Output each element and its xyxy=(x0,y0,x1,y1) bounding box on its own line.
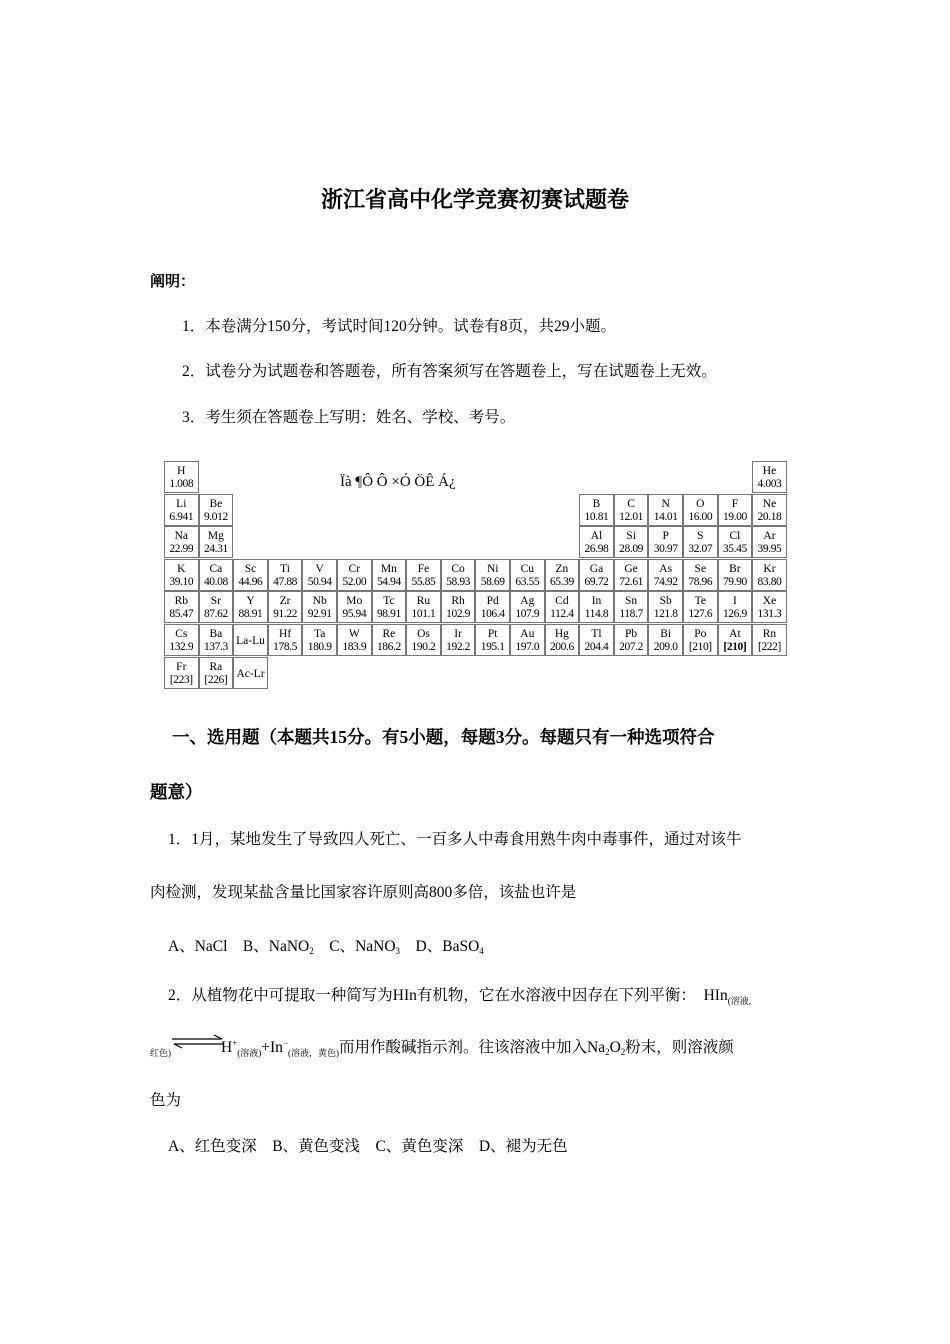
element-cell-i xyxy=(718,591,753,623)
element-cell-se xyxy=(683,559,718,591)
element-mass: 44.96 xyxy=(238,575,263,588)
element-symbol: Pt xyxy=(487,628,498,640)
element-symbol: Ni xyxy=(486,562,499,575)
element-symbol: K xyxy=(177,562,186,575)
element-mass: 137.3 xyxy=(203,641,228,653)
element-symbol: La-Lu xyxy=(236,635,265,647)
page-title: 浙江省高中化学竞赛初赛试题卷 xyxy=(320,187,629,212)
element-cell-o xyxy=(683,494,718,526)
element-cell-sb xyxy=(648,591,683,623)
element-cell-ne xyxy=(752,494,787,526)
element-cell-pb xyxy=(614,624,649,656)
element-symbol: Cl xyxy=(729,530,741,543)
element-mass: 121.8 xyxy=(653,608,678,621)
element-mass: 39.10 xyxy=(169,575,194,588)
element-cell-sc xyxy=(233,559,268,591)
element-mass: [222] xyxy=(758,641,781,653)
element-symbol: Fe xyxy=(417,562,430,575)
element-cell-ag xyxy=(510,591,545,623)
element-symbol: F xyxy=(731,497,739,510)
element-symbol: In xyxy=(591,595,602,608)
element-symbol: Os xyxy=(417,628,430,640)
element-cell-p xyxy=(648,526,683,558)
element-symbol: Bi xyxy=(660,628,672,640)
element-symbol: Ar xyxy=(763,530,776,543)
element-mass: 183.9 xyxy=(342,641,367,653)
element-cell-ti xyxy=(268,559,303,591)
element-symbol: P xyxy=(662,530,669,543)
element-symbol: Ag xyxy=(520,595,535,608)
element-mass: 20.18 xyxy=(757,510,782,523)
element-cell-la-lu xyxy=(233,624,268,656)
element-cell-co xyxy=(441,559,476,591)
element-mass: 88.91 xyxy=(238,608,263,621)
element-symbol: Zr xyxy=(279,595,291,608)
element-mass: 39.95 xyxy=(757,543,782,556)
element-symbol: Ge xyxy=(624,562,638,575)
element-mass: 55.85 xyxy=(411,575,436,588)
element-cell-ir xyxy=(441,624,476,656)
element-symbol: Sr xyxy=(210,595,221,608)
element-cell-ni xyxy=(475,559,510,591)
element-cell-li xyxy=(164,494,199,526)
element-mass: 9.012 xyxy=(203,510,228,523)
element-cell-ba xyxy=(199,624,234,656)
element-cell-h xyxy=(164,461,199,493)
section-heading-line2: 题意） xyxy=(150,782,203,802)
element-symbol: Tc xyxy=(383,595,395,608)
element-cell-ar xyxy=(752,526,787,558)
element-symbol: Na xyxy=(174,530,188,543)
element-mass: 131.3 xyxy=(757,608,782,621)
element-mass: 126.9 xyxy=(722,608,747,621)
element-symbol: Br xyxy=(729,562,741,575)
element-mass: 12.01 xyxy=(619,510,644,523)
element-symbol: S xyxy=(697,530,704,543)
element-symbol: Ca xyxy=(209,562,223,575)
element-symbol: Cr xyxy=(348,562,361,575)
element-cell-sr xyxy=(199,591,234,623)
element-mass: 79.90 xyxy=(722,575,747,588)
element-cell-s xyxy=(683,526,718,558)
element-cell-xe xyxy=(752,591,787,623)
element-mass: 65.39 xyxy=(549,575,574,588)
element-mass: 207.2 xyxy=(619,641,644,653)
element-symbol: Zn xyxy=(555,562,569,575)
q1-option-d: D、BaSO$_4$ xyxy=(415,938,484,956)
element-cell-mo xyxy=(337,591,372,623)
element-cell-zn xyxy=(545,559,580,591)
element-mass: [226] xyxy=(204,673,228,686)
element-mass: 26.98 xyxy=(584,543,609,556)
element-symbol: Sb xyxy=(659,595,672,608)
element-cell-ra xyxy=(199,657,234,689)
element-mass: 32.07 xyxy=(688,543,713,556)
element-symbol: Ne xyxy=(762,497,777,510)
element-cell-tc xyxy=(372,591,407,623)
element-symbol: Si xyxy=(626,530,636,543)
element-mass: 85.47 xyxy=(169,608,194,621)
element-symbol: C xyxy=(627,497,635,510)
element-mass: 22.99 xyxy=(169,543,194,556)
element-cell-al xyxy=(579,526,614,558)
element-cell-fr xyxy=(164,657,199,689)
element-mass: [210] xyxy=(723,641,747,653)
element-symbol: Ru xyxy=(416,595,431,608)
element-cell-na xyxy=(164,526,199,558)
element-cell-be xyxy=(199,494,234,526)
element-mass: 54.94 xyxy=(376,575,401,588)
element-symbol: Nb xyxy=(312,595,327,608)
element-symbol: Ba xyxy=(209,628,223,640)
element-cell-mn xyxy=(372,559,407,591)
element-mass: 4.003 xyxy=(757,478,782,490)
element-mass: 30.97 xyxy=(653,543,678,556)
element-mass: 6.941 xyxy=(169,510,194,523)
element-cell-rn xyxy=(752,624,787,656)
element-mass: 127.6 xyxy=(688,608,713,621)
element-symbol: Te xyxy=(694,595,706,608)
element-symbol: N xyxy=(661,497,670,510)
element-mass: 78.96 xyxy=(688,575,713,588)
element-cell-kr xyxy=(752,559,787,591)
q2-line1: 2．从植物花中可提取一种简写为HIn有机物，它在水溶液中因存在下列平衡： HIn$_{(溶液,}$ xyxy=(168,987,751,1006)
element-mass: 24.31 xyxy=(203,543,228,556)
element-cell-rb xyxy=(164,591,199,623)
element-symbol: W xyxy=(348,628,360,640)
element-symbol: Au xyxy=(520,628,535,640)
element-mass: 204.4 xyxy=(584,641,609,653)
element-symbol: Ac-Lr xyxy=(236,667,265,680)
element-mass: 19.00 xyxy=(722,510,747,523)
q1-option-b: B、NaNO$_2$ xyxy=(242,938,314,956)
element-mass: [223] xyxy=(169,673,193,686)
element-symbol: Y xyxy=(246,595,255,608)
element-mass: 87.62 xyxy=(203,608,228,621)
element-mass: 35.45 xyxy=(722,543,747,556)
element-mass: 178.5 xyxy=(273,641,298,653)
element-mass: 1.008 xyxy=(169,478,194,490)
element-mass: 192.2 xyxy=(446,641,471,653)
element-cell-sn xyxy=(614,591,649,623)
element-cell-tl xyxy=(579,624,614,656)
element-symbol: Sc xyxy=(244,562,257,575)
element-mass: 74.92 xyxy=(653,575,678,588)
note-2: 2．试卷分为试题卷和答题卷，所有答案须写在答题卷上，写在试题卷上无效。 xyxy=(182,363,717,380)
element-cell-as xyxy=(648,559,683,591)
element-symbol: Mo xyxy=(346,595,363,608)
periodic-table xyxy=(164,461,788,692)
element-mass: 50.94 xyxy=(307,575,332,588)
element-mass: 101.1 xyxy=(411,608,436,621)
element-symbol: Kr xyxy=(763,562,776,575)
element-mass: 92.91 xyxy=(307,608,332,621)
element-cell-in xyxy=(579,591,614,623)
q1-options xyxy=(168,934,484,956)
element-cell-au xyxy=(510,624,545,656)
element-mass: 200.6 xyxy=(549,641,574,653)
element-mass: 14.01 xyxy=(653,510,678,523)
element-cell-si xyxy=(614,526,649,558)
element-symbol: Ti xyxy=(280,562,290,575)
element-cell-bi xyxy=(648,624,683,656)
element-cell-rh xyxy=(441,591,476,623)
element-cell-te xyxy=(683,591,718,623)
element-mass: 180.9 xyxy=(307,641,332,653)
element-mass: 91.22 xyxy=(273,608,298,621)
element-mass: 10.81 xyxy=(584,510,609,523)
element-symbol: Ga xyxy=(589,562,604,575)
q1-line1: 1．1月，某地发生了导致四人死亡、一百多人中毒食用熟牛肉中毒事件，通过对该牛 xyxy=(168,831,742,848)
element-mass: 186.2 xyxy=(376,641,401,653)
note-1: 1．本卷满分150分，考试时间120分钟。试卷有8页，共29小题。 xyxy=(182,318,617,335)
element-cell-at xyxy=(718,624,753,656)
element-symbol: Ra xyxy=(209,660,223,673)
element-cell-cu xyxy=(510,559,545,591)
element-symbol: Se xyxy=(694,562,707,575)
element-mass: 58.93 xyxy=(446,575,471,588)
element-cell-ta xyxy=(302,624,337,656)
element-symbol: Fr xyxy=(176,660,187,673)
element-symbol: Hf xyxy=(279,628,292,640)
element-cell-k xyxy=(164,559,199,591)
element-symbol: Xe xyxy=(762,595,777,608)
element-mass: 197.0 xyxy=(515,641,540,653)
element-cell-ac-lr xyxy=(233,657,268,689)
element-cell-f xyxy=(718,494,753,526)
element-mass: 102.9 xyxy=(446,608,471,621)
element-symbol: Mn xyxy=(380,562,397,575)
element-mass: 16.00 xyxy=(688,510,713,523)
element-cell-zr xyxy=(268,591,303,623)
element-cell-ca xyxy=(199,559,234,591)
element-symbol: At xyxy=(729,628,741,640)
element-cell-ge xyxy=(614,559,649,591)
element-symbol: B xyxy=(592,497,601,510)
element-symbol: I xyxy=(732,595,737,608)
element-symbol: Sn xyxy=(625,595,638,608)
element-symbol: Cu xyxy=(520,562,534,575)
element-mass: 63.55 xyxy=(515,575,540,588)
q2-line3: 色为 xyxy=(150,1092,182,1109)
element-symbol: V xyxy=(315,562,324,575)
element-mass: 52.00 xyxy=(342,575,367,588)
element-symbol: He xyxy=(762,465,777,477)
element-symbol: Be xyxy=(209,497,223,510)
element-mass: 83.80 xyxy=(757,575,782,588)
element-symbol: Hg xyxy=(554,628,569,640)
element-mass: 132.9 xyxy=(169,641,194,653)
element-mass: 72.61 xyxy=(619,575,644,588)
note-3: 3．考生须在答题卷上写明：姓名、学校、考号。 xyxy=(182,409,516,426)
element-symbol: Rn xyxy=(762,628,777,640)
element-symbol: Al xyxy=(590,530,603,543)
element-symbol: Re xyxy=(382,628,396,640)
q1-option-c: C、NaNO$_3$ xyxy=(329,938,401,956)
element-cell-cs xyxy=(164,624,199,656)
element-mass: 107.9 xyxy=(515,608,540,621)
element-cell-c xyxy=(614,494,649,526)
periodic-table-caption: Ïà ¶Ô Ô ×Ó ÖÊ Á¿ xyxy=(340,474,456,490)
element-symbol: Po xyxy=(694,628,707,640)
element-mass: 190.2 xyxy=(411,641,436,653)
element-mass: 47.88 xyxy=(273,575,298,588)
element-cell-b xyxy=(579,494,614,526)
equilibrium-arrow-icon xyxy=(170,1033,226,1051)
element-mass: 209.0 xyxy=(653,641,678,653)
element-cell-mg xyxy=(199,526,234,558)
element-symbol: Rh xyxy=(451,595,465,608)
element-symbol: Mg xyxy=(207,530,224,543)
element-mass: [210] xyxy=(688,641,712,653)
element-symbol: H xyxy=(177,465,186,477)
notes-heading: 阐明： xyxy=(150,274,196,290)
q2-line2: $_{红色)}$ $H^+_{(溶液)}+In^-_{(溶液,黄色)}$而用作酸碱指示剂。往该溶液中加入$Na_2O_2$粉末，则溶液颜 xyxy=(150,1038,734,1058)
element-symbol: Pd xyxy=(486,595,499,608)
element-cell-po xyxy=(683,624,718,656)
element-mass: 112.4 xyxy=(550,608,574,621)
element-cell-cr xyxy=(337,559,372,591)
element-cell-pt xyxy=(475,624,510,656)
element-mass: 106.4 xyxy=(480,608,505,621)
element-cell-n xyxy=(648,494,683,526)
element-cell-br xyxy=(718,559,753,591)
element-mass: 58.69 xyxy=(480,575,505,588)
element-cell-he xyxy=(752,461,787,493)
element-mass: 28.09 xyxy=(619,543,644,556)
element-cell-y xyxy=(233,591,268,623)
element-mass: 114.8 xyxy=(584,608,609,621)
element-symbol: Ir xyxy=(454,628,462,640)
element-symbol: Cd xyxy=(555,595,569,608)
element-symbol: Cs xyxy=(175,628,188,640)
element-cell-hf xyxy=(268,624,303,656)
element-cell-ru xyxy=(406,591,441,623)
element-cell-w xyxy=(337,624,372,656)
q1-option-a: A、NaCl xyxy=(168,938,228,955)
element-mass: 98.91 xyxy=(376,608,401,621)
section-heading-line1: 一、选用题（本题共15分。有5小题，每题3分。每题只有一种选项符合 xyxy=(172,727,715,747)
element-mass: 95.94 xyxy=(342,608,367,621)
element-cell-cd xyxy=(545,591,580,623)
element-cell-os xyxy=(406,624,441,656)
element-symbol: Ta xyxy=(314,628,326,640)
element-cell-cl xyxy=(718,526,753,558)
element-symbol: Pb xyxy=(625,628,638,640)
element-mass: 195.1 xyxy=(480,641,505,653)
element-cell-v xyxy=(302,559,337,591)
element-symbol: Tl xyxy=(591,628,602,640)
element-cell-ga xyxy=(579,559,614,591)
element-cell-re xyxy=(372,624,407,656)
element-symbol: O xyxy=(696,497,705,510)
element-mass: 118.7 xyxy=(619,608,643,621)
element-symbol: Co xyxy=(451,562,465,575)
element-cell-pd xyxy=(475,591,510,623)
element-mass: 40.08 xyxy=(203,575,228,588)
element-cell-nb xyxy=(302,591,337,623)
element-symbol: Li xyxy=(176,497,187,510)
element-symbol: As xyxy=(659,562,673,575)
element-cell-fe xyxy=(406,559,441,591)
q1-line2: 肉检测，发现某盐含量比国家容许原则高800多倍，该盐也许是 xyxy=(150,884,577,901)
element-symbol: Rb xyxy=(174,595,188,608)
q2-options: A、红色变深 B、黄色变浅 C、黄色变深 D、褪为无色 xyxy=(168,1138,568,1155)
element-mass: 69.72 xyxy=(584,575,609,588)
element-cell-hg xyxy=(545,624,580,656)
